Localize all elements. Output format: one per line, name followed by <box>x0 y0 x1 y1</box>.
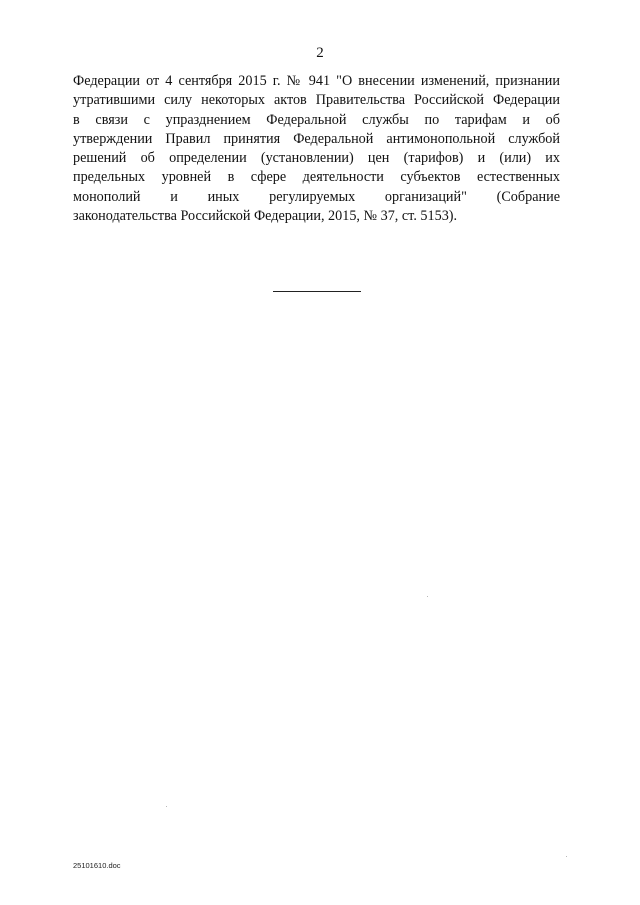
scan-speck <box>427 596 428 597</box>
end-divider <box>273 291 361 292</box>
scan-speck <box>166 806 167 807</box>
paragraph-line: решений об определении (установлении) цен (тарифов) и (или) их <box>73 150 560 167</box>
scan-speck <box>566 856 567 857</box>
paragraph-line: Федерации от 4 сентября 2015 г. № 941 "О внесении изменений, признании <box>73 73 560 89</box>
paragraph-line: утратившими силу некоторых актов Правительства Российской Федерации <box>73 92 560 109</box>
paragraph-line: монополий и иных регулируемых организаций" (Собрание <box>73 188 560 205</box>
paragraph-line: предельных уровней в сфере деятельности субъектов естественных <box>73 169 560 186</box>
paragraph-line: в связи с упразднением Федеральной службы по тарифам и об <box>73 111 560 128</box>
document-file-id: 25101610.doc <box>73 861 121 870</box>
paragraph-line: законодательства Российской Федерации, 2015, № 37, ст. 5153). <box>73 208 458 225</box>
paragraph-line: утверждении Правил принятия Федеральной антимонопольной службой <box>73 130 560 147</box>
body-paragraph <box>73 72 560 226</box>
page-number: 2 <box>316 45 324 61</box>
